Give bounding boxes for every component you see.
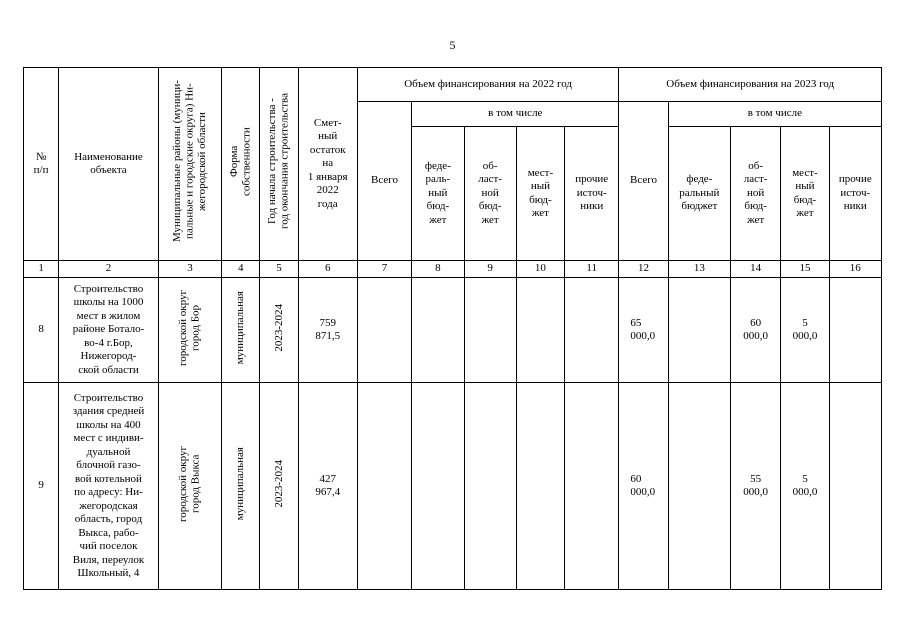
federal-2022-cell [412,278,464,383]
header-regional-2022: об- ласт- ной бюд- жет [464,127,516,261]
total-2022-cell [357,278,411,383]
remainder-cell: 759 871,5 [298,278,357,383]
financing-table [23,67,882,590]
column-number: 11 [565,261,619,278]
object-name: Строительство школы на 1000 мест в жилом районе Ботало- во-4 г.Бор, Нижегород- ской области [59,278,159,383]
header-years: Год начала строительства - год окончания строительства [260,68,298,261]
page-number: 5 [449,38,456,52]
district-cell: городской округ город Выкса [158,383,221,590]
column-number: 2 [59,261,159,278]
column-number: 5 [260,261,298,278]
table-row [24,383,882,590]
local-2022-cell [516,383,564,590]
column-number: 6 [298,261,357,278]
header-local-2023: мест- ный бюд- жет [781,127,829,261]
remainder-cell: 427 967,4 [298,383,357,590]
column-number: 4 [222,261,260,278]
regional-2022-cell [464,383,516,590]
column-number: 14 [731,261,781,278]
table-row [24,278,882,383]
district-cell: городской округ город Бор [158,278,221,383]
federal-2023-cell [668,383,730,590]
federal-2022-cell [412,383,464,590]
other-2023-cell [829,278,881,383]
ownership-cell: муниципальная [222,383,260,590]
row-number: 8 [24,278,59,383]
regional-2023-cell: 55 000,0 [731,383,781,590]
total-2023-cell: 65 000,0 [619,278,668,383]
ownership-cell: муниципальная [222,278,260,383]
header-other-2023: прочие источ- ники [829,127,881,261]
column-number: 7 [357,261,411,278]
column-number: 15 [781,261,829,278]
header-local-2022: мест- ный бюд- жет [516,127,564,261]
header-other-2022: прочие источ- ники [565,127,619,261]
other-2022-cell [565,278,619,383]
total-2023-cell: 60 000,0 [619,383,668,590]
column-number: 10 [516,261,564,278]
header-district: Муниципальные районы (муници- пальные и городские округа) Ни- жегородской области [158,68,221,261]
local-2023-cell: 5 000,0 [781,278,829,383]
years-cell: 2023-2024 [260,383,298,590]
federal-2023-cell [668,278,730,383]
header-federal-2023: феде- ральный бюджет [668,127,730,261]
header-federal-2022: феде- раль- ный бюд- жет [412,127,464,261]
header-remainder: Смет- ный остаток на 1 января 2022 года [298,68,357,261]
header-fin-2022: Объем финансирования на 2022 год [357,68,619,102]
column-number: 8 [412,261,464,278]
other-2022-cell [565,383,619,590]
header-name: Наименование объекта [59,68,159,261]
column-number: 3 [158,261,221,278]
header-no: № п/п [24,68,59,261]
column-number: 1 [24,261,59,278]
header-regional-2023: об- ласт- ной бюд- жет [731,127,781,261]
column-numbers-row [24,261,882,278]
header-fin-2023: Объем финансирования на 2023 год [619,68,882,102]
column-number: 12 [619,261,668,278]
local-2023-cell: 5 000,0 [781,383,829,590]
header-total-2022: Всего [357,102,411,261]
other-2023-cell [829,383,881,590]
row-number: 9 [24,383,59,590]
total-2022-cell [357,383,411,590]
column-number: 9 [464,261,516,278]
local-2022-cell [516,278,564,383]
column-number: 13 [668,261,730,278]
header-incl-2023: в том числе [668,102,881,127]
regional-2023-cell: 60 000,0 [731,278,781,383]
column-number: 16 [829,261,881,278]
header-total-2023: Всего [619,102,668,261]
header-ownership: Форма собственности [222,68,260,261]
object-name: Строительство здания средней школы на 400 мест с индиви- дуальной блочной газо- вой котельной по адресу: Ни- жегородская область, город Выкса, рабо- чий поселок Виля, переулок Школьный, 4 [59,383,159,590]
regional-2022-cell [464,278,516,383]
header-incl-2022: в том числе [412,102,619,127]
years-cell: 2023-2024 [260,278,298,383]
